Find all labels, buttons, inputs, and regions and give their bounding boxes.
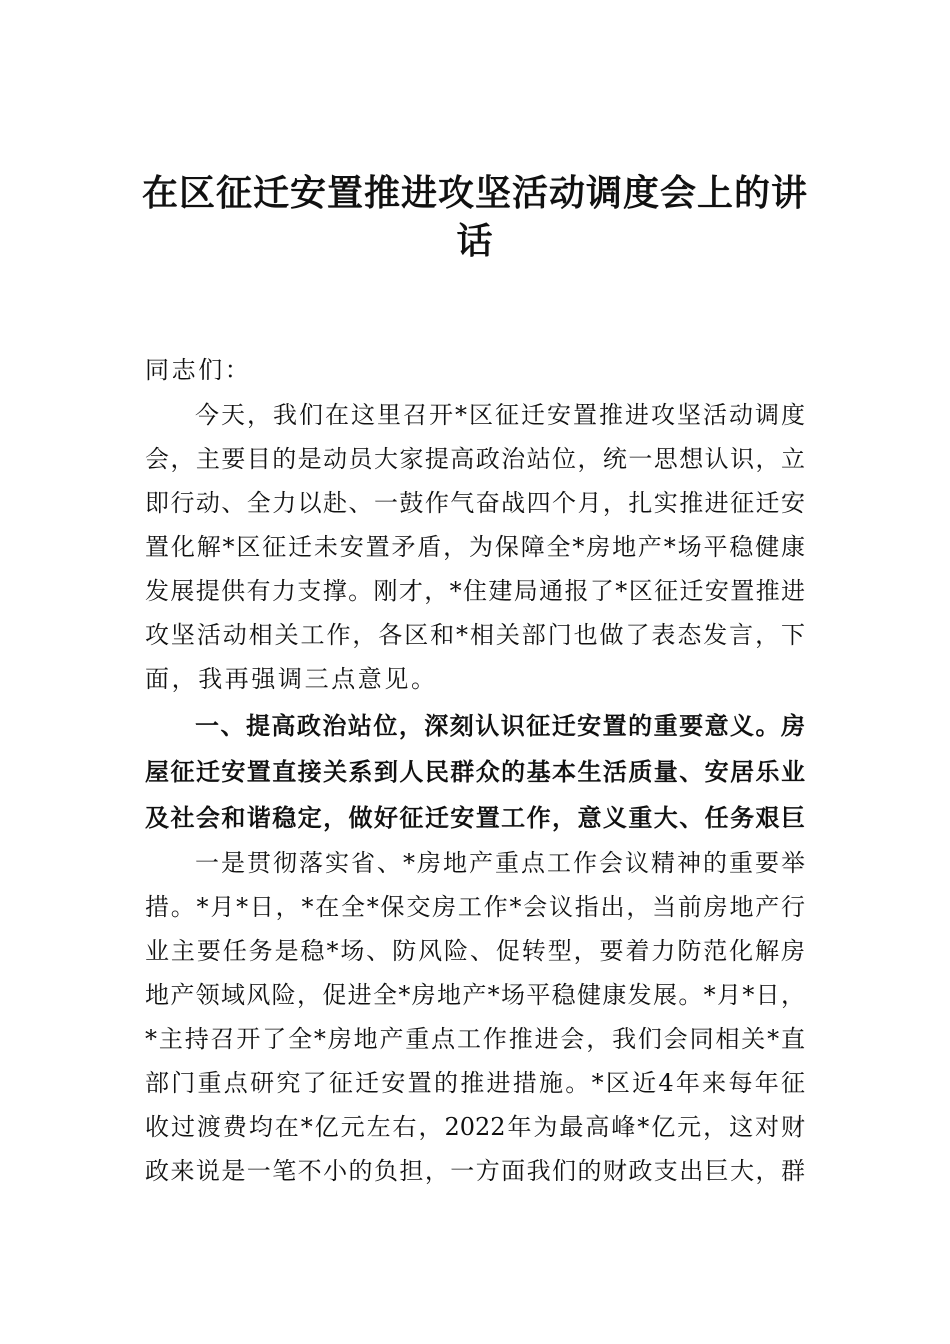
section-heading-line: 及社会和谐稳定，做好征迁安置工作，意义重大、任务艰巨 xyxy=(145,804,805,832)
paragraph-line: *主持召开了全*房地产重点工作推进会，我们会同相关*直 xyxy=(145,1025,805,1053)
paragraph-line: 发展提供有力支撑。刚才，*住建局通报了*区征迁安置推进 xyxy=(145,577,805,605)
section-heading-line: 屋征迁安置直接关系到人民群众的基本生活质量、安居乐业 xyxy=(145,758,805,786)
paragraph-line: 部门重点研究了征迁安置的推进措施。*区近4年来每年征 xyxy=(145,1069,805,1097)
paragraph-line: 置化解*区征迁未安置矛盾，为保障全*房地产*场平稳健康 xyxy=(145,533,805,561)
document-title-line-1: 在区征迁安置推进攻坚活动调度会上的讲 xyxy=(141,173,808,214)
paragraph-line: 措。*月*日，*在全*保交房工作*会议指出，当前房地产行 xyxy=(145,893,805,921)
paragraph-line: 即行动、全力以赴、一鼓作气奋战四个月，扎实推进征迁安 xyxy=(145,489,805,517)
paragraph-line: 政来说是一笔不小的负担，一方面我们的财政支出巨大，群 xyxy=(145,1157,805,1185)
paragraph-line: 攻坚活动相关工作，各区和*相关部门也做了表态发言，下 xyxy=(145,621,805,649)
section-heading-line: 一、提高政治站位，深刻认识征迁安置的重要意义。房 xyxy=(195,712,805,740)
salutation: 同志们： xyxy=(145,356,252,384)
paragraph-line: 收过渡费均在*亿元左右，2022年为最高峰*亿元，这对财 xyxy=(145,1113,805,1141)
paragraph-line: 面，我再强调三点意见。 xyxy=(145,665,438,693)
paragraph-line: 一是贯彻落实省、*房地产重点工作会议精神的重要举 xyxy=(195,849,805,877)
paragraph-line: 会，主要目的是动员大家提高政治站位，统一思想认识，立 xyxy=(145,445,805,473)
paragraph-line: 今天，我们在这里召开*区征迁安置推进攻坚活动调度 xyxy=(195,401,805,429)
document-title-line-2: 话 xyxy=(456,221,494,262)
paragraph-line: 业主要任务是稳*场、防风险、促转型，要着力防范化解房 xyxy=(145,937,805,965)
paragraph-line: 地产领域风险，促进全*房地产*场平稳健康发展。*月*日， xyxy=(145,981,805,1009)
